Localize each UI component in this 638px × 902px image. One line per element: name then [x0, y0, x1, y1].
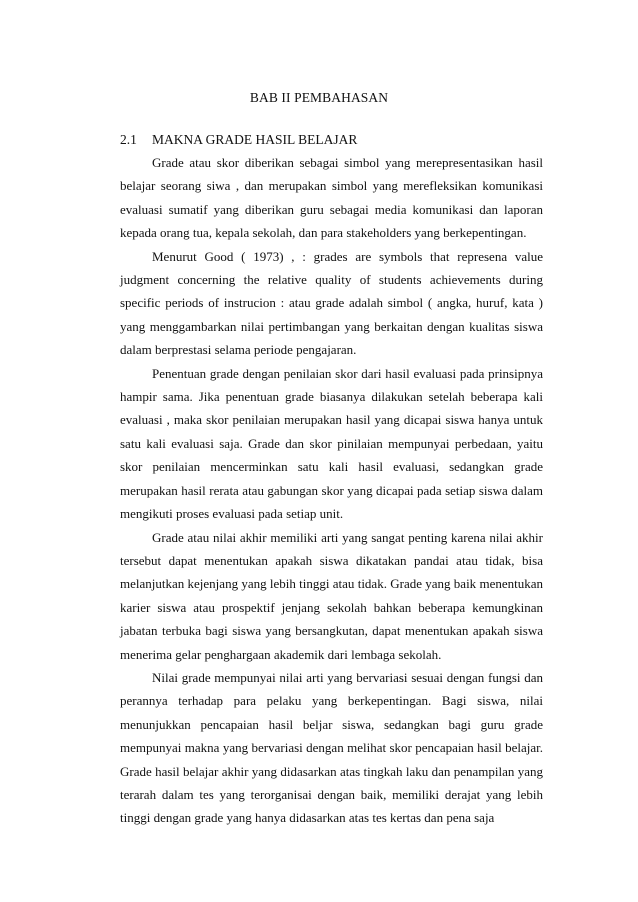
body-text	[120, 151, 543, 830]
chapter-title: BAB II PEMBAHASAN	[249, 90, 389, 105]
paragraph: Nilai grade mempunyai nilai arti yang bervariasi sesuai dengan fungsi dan perannya terhadap para pelaku yang berkepentingan. Bagi siswa, nilai menunjukkan pencapaian hasil beljar siswa, sedangkan bagi guru grade mempunyai makna yang bervariasi dengan melihat skor pencapaian hasil belajar. Grade hasil belajar akhir yang didasarkan atas tingkah laku dan penampilan yang terarah dalam tes yang terorganisai dengan baik, memiliki derajat yang lebih tinggi dengan grade yang hanya didasarkan atas tes kertas dan pena saja	[120, 669, 543, 826]
section-number: 2.1	[120, 132, 137, 147]
paragraph: Penentuan grade dengan penilaian skor dari hasil evaluasi pada prinsipnya hampir sama. Jika penentuan grade biasanya dilakukan setelah beberapa kali evaluasi , maka skor penilaian merupakan hasil yang dicapai siswa hanya untuk satu kali evaluasi saja. Grade dan skor pinilaian mempunyai perbedaan, yaitu skor penilaian mencerminkan satu kali hasil evaluasi, sedangkan grade merupakan hasil rerata atau gabungan skor yang dicapai pada setiap siswa dalam mengikuti proses evaluasi pada setiap unit.	[120, 365, 543, 522]
paragraph: Grade atau skor diberikan sebagai simbol yang merepresentasikan hasil belajar seorang siwa , dan merupakan simbol yang merefleksikan komunikasi evaluasi sumatif yang diberikan guru sebagai media komunikasi dan laporan kepada orang tua, kepala sekolah, dan para stakeholders yang berkepentingan.	[120, 155, 543, 241]
paragraph: Grade atau nilai akhir memiliki arti yang sangat penting karena nilai akhir tersebut dapat menentukan apakah siswa dikatakan pandai atau tidak, bisa melanjutkan kejenjang yang lebih tinggi atau tidak. Grade yang baik menentukan karier siswa atau prospektif jenjang sekolah bahkan beberapa kemungkinan jabatan terbuka bagi siswa yang bersangkutan, dapat menentukan apakah siswa menerima gelar penghargaan akademik dari lembaga sekolah.	[120, 529, 543, 662]
section-title: MAKNA GRADE HASIL BELAJAR	[152, 132, 358, 147]
paragraph: Menurut Good ( 1973) , : grades are symbols that represena value judgment concerning the relative quality of students achievements during specific periods of instrucion : atau grade adalah simbol ( angka, huruf, kata ) yang menggambarkan nilai pertimbangan yang berkaitan dengan kualitas siswa dalam berprestasi selama periode pengajaran.	[120, 248, 543, 358]
section-heading	[120, 132, 357, 148]
